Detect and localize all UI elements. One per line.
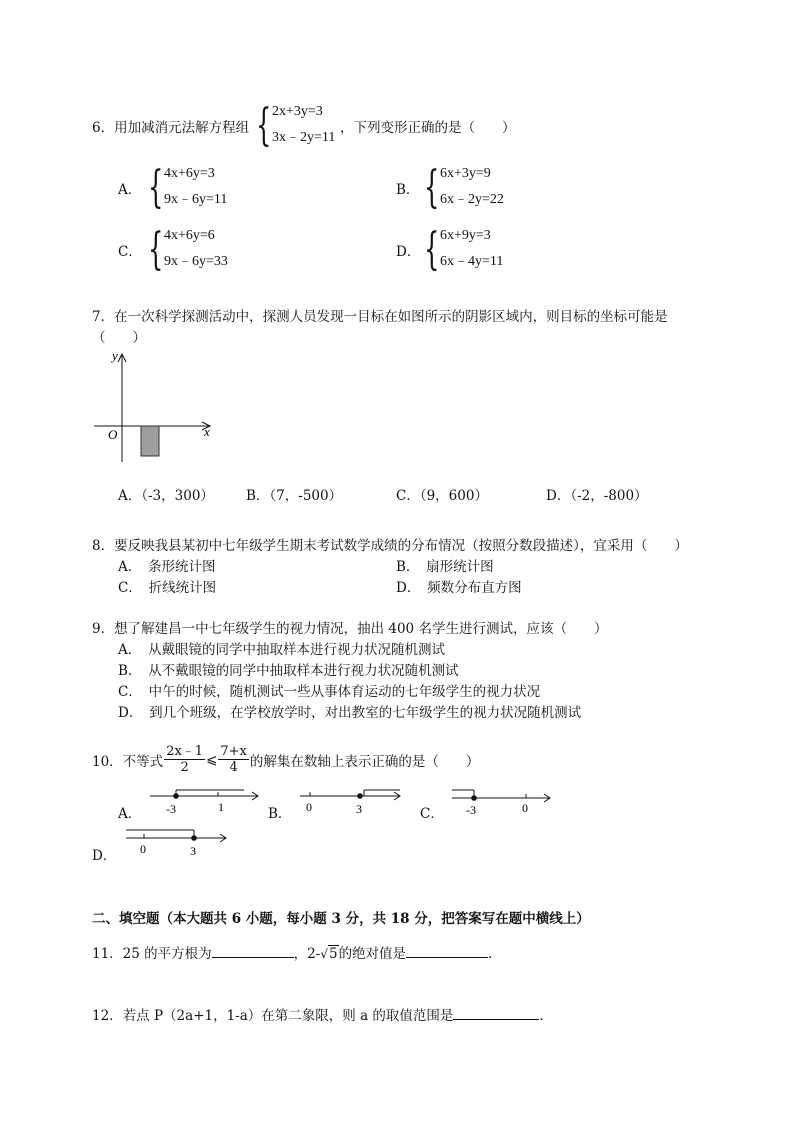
q6-d-eq1: 6x+9y=3 <box>440 228 491 243</box>
q7-option-d <box>546 484 648 504</box>
brace-icon: { <box>148 224 164 275</box>
q10-stem <box>92 744 479 775</box>
tick-label: -3 <box>166 802 176 816</box>
brace-icon: { <box>256 100 272 151</box>
q9-option-a-label: A． <box>118 642 135 658</box>
q11-answer-blank-2[interactable] <box>406 943 488 958</box>
q11-part3: 的绝对值是 <box>338 946 407 962</box>
q6-b-eq1: 6x+3y=9 <box>440 166 491 181</box>
q6-eq1: 2x+3y=3 <box>272 104 323 119</box>
q10-option-d-label: D． <box>92 848 117 864</box>
q9-option-c-text: 中午的时候，随机测试一些从事体育运动的七年级学生的视力状况 <box>148 684 541 700</box>
solid-point <box>357 793 363 799</box>
q6-c-eq2: 9x﹣6y=33 <box>164 254 228 269</box>
brace-icon: { <box>424 224 440 275</box>
q11-radicand: 5 <box>328 946 338 962</box>
tick-label: 0 <box>522 801 528 815</box>
q10-stem-b: 的解集在数轴上表示正确的是（ ） <box>249 753 480 770</box>
sqrt-icon: √ <box>320 947 328 961</box>
q7-option-d-label: D． <box>546 488 571 504</box>
q8-option-c <box>118 576 216 596</box>
q9-option-a <box>118 638 445 658</box>
q7-option-b-label: B． <box>246 488 270 504</box>
q9-option-b-text: 从不戴眼镜的同学中抽取样本进行视力状况随机测试 <box>148 663 459 679</box>
q8-option-b-text: 扇形统计图 <box>426 559 494 575</box>
q8-option-a <box>118 555 216 575</box>
q7-option-a-text: （-3，300） <box>141 488 214 504</box>
q8-stem: 8．要反映我县某初中七年级学生期末考试数学成绩的分布情况（按照分数段描述），宜采用（ ） <box>92 538 688 554</box>
q6-a-eq2: 9x﹣6y=11 <box>164 192 228 207</box>
q10-option-a-numberline <box>146 786 266 820</box>
q6-option-c-label: C． <box>118 244 142 260</box>
q10-frac1-num: 2x﹣1 <box>166 744 204 759</box>
q10-frac2-den: 4 <box>229 760 238 775</box>
q9-option-d <box>118 701 581 721</box>
q9-option-d-text: 到几个班级，在学校放学时，对出教室的七年级学生的视力状况随机测试 <box>149 705 582 721</box>
q9-option-b-label: B． <box>118 663 135 679</box>
q7-option-b <box>246 484 342 504</box>
q6-eq2: 3x﹣2y=11 <box>272 130 336 145</box>
tick-label: 1 <box>218 800 224 814</box>
tick-label: -3 <box>466 803 476 817</box>
q9-option-a-text: 从戴眼镜的同学中抽取样本进行视力状况随机测试 <box>148 642 445 658</box>
q12-end: ． <box>539 1008 553 1024</box>
q10-leq-symbol: ⩽ <box>206 751 218 768</box>
q10-fraction-1 <box>164 744 205 775</box>
x-axis-label: x <box>204 424 210 439</box>
q8-option-d <box>396 576 522 596</box>
q12-part1: 12．若点 P（2a+1，1-a）在第二象限，则 a 的取值范围是 <box>92 1008 454 1024</box>
q6-d-eq2: 6x﹣4y=11 <box>440 254 504 269</box>
q9-stem: 9．想了解建昌一中七年级学生的视力情况，抽出 400 名学生进行测试，应该（ ） <box>92 621 608 637</box>
q6-option-c <box>148 224 228 275</box>
tick-label: 0 <box>140 842 146 856</box>
q11-part2: ，2- <box>293 946 321 962</box>
q8-option-a-label: A． <box>118 559 135 575</box>
q6-stem-b: ，下列变形正确的是（ ） <box>340 120 516 136</box>
q9-option-c <box>118 680 540 700</box>
q6-option-d-label: D． <box>396 244 421 260</box>
q7-stem-line1: 7．在一次科学探测活动中，探测人员发现一目标在如图所示的阴影区域内，则目标的坐标可能是 <box>92 309 668 325</box>
brace-icon: { <box>148 162 164 213</box>
q7-option-a <box>118 484 214 504</box>
q6-b-eq2: 6x﹣2y=22 <box>440 192 504 207</box>
q6-a-eq1: 4x+6y=3 <box>164 166 215 181</box>
q8-option-d-text: 频数分布直方图 <box>427 580 522 596</box>
tick-label: 0 <box>306 800 312 814</box>
q6-option-a <box>148 162 228 213</box>
q9-option-c-label: C． <box>118 684 136 700</box>
q12 <box>92 1004 553 1024</box>
q6-option-b <box>424 162 504 213</box>
y-axis-label: y <box>112 348 118 363</box>
q10-option-c-label: C． <box>420 806 444 822</box>
q11-answer-blank-1[interactable] <box>212 943 294 958</box>
q6-system <box>256 100 336 151</box>
q7-option-c-text: （9，600） <box>419 488 488 504</box>
shaded-region <box>141 426 159 456</box>
q7-option-c-label: C． <box>396 488 420 504</box>
q8-option-a-text: 条形统计图 <box>148 559 216 575</box>
q7-option-b-text: （7，-500） <box>269 488 343 504</box>
q10-frac1-den: 2 <box>180 760 189 775</box>
q7-option-a-label: A． <box>118 488 142 504</box>
q6-option-a-label: A． <box>118 182 142 198</box>
q10-option-b-label: B． <box>268 806 292 822</box>
q10-option-b-numberline <box>296 786 408 820</box>
q10-stem-a: 10．不等式 <box>92 753 164 770</box>
q7-option-d-text: （-2，-800） <box>570 488 648 504</box>
q8-option-c-label: C． <box>118 580 136 596</box>
origin-label: O <box>108 427 118 442</box>
q11-part1: 11．25 的平方根为 <box>92 946 212 962</box>
section-2-title: 二、填空题（本大题共 6 小题，每小题 3 分，共 18 分，把答案写在题中横线上） <box>92 911 590 927</box>
solid-point <box>173 793 179 799</box>
q6-c-eq1: 4x+6y=6 <box>164 228 215 243</box>
tick-label: 3 <box>190 844 196 858</box>
q10-frac2-num: 7+x <box>220 744 247 759</box>
q10-option-c-numberline <box>446 784 558 820</box>
solid-point <box>471 795 477 801</box>
tick-label: 3 <box>356 802 362 816</box>
solid-point <box>191 835 197 841</box>
q8-option-d-label: D． <box>396 580 414 596</box>
q7-coordinate-figure <box>90 346 230 466</box>
q10-option-d-numberline <box>122 824 234 860</box>
q6-option-b-label: B． <box>396 182 420 198</box>
q8-option-b <box>396 555 494 575</box>
q9-option-b <box>118 659 459 679</box>
q8-option-b-label: B． <box>396 559 413 575</box>
brace-icon: { <box>424 162 440 213</box>
q10-option-a-label: A． <box>118 806 142 822</box>
q10-fraction-2 <box>218 744 249 775</box>
q6-stem-a: 6．用加减消元法解方程组 <box>92 120 250 136</box>
q7-option-c <box>396 484 488 504</box>
q12-answer-blank[interactable] <box>453 1005 539 1020</box>
q11 <box>92 942 502 962</box>
q7-stem-line2: （ ） <box>92 330 146 346</box>
q9-option-d-label: D． <box>118 705 136 721</box>
q11-end: ． <box>488 946 502 962</box>
q6-option-d <box>424 224 504 275</box>
q8-option-c-text: 折线统计图 <box>148 580 217 596</box>
